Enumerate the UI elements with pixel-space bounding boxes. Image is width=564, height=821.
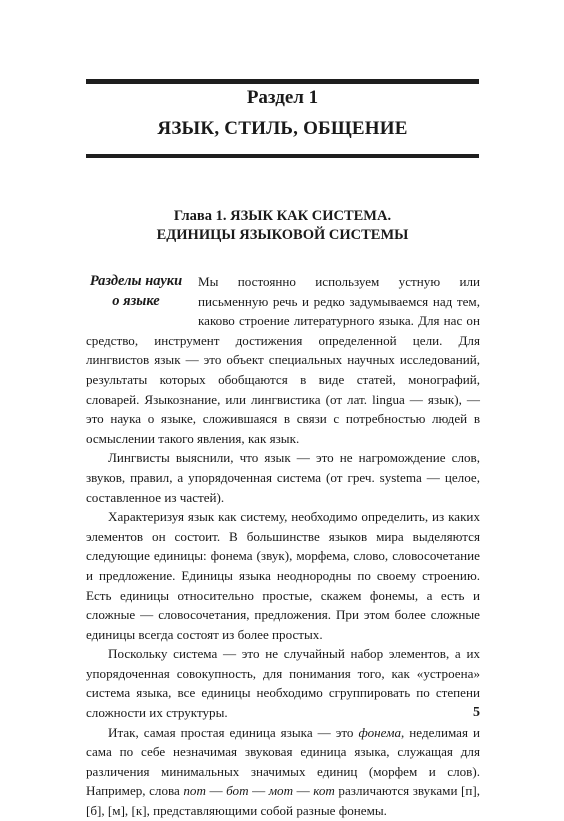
term-phoneme: фонема	[358, 724, 402, 740]
paragraph-1: Мы постоянно используем устную или письменную речь и редко задумываемся над тем, каково строение литературного языка. Для нас он средство, инструмент достижения определенной цели. Для лингвистов язык — это объект специальных научных исследований, результаты которых обобщаются в виде статей, монографий, словарей. Языкознание, или лингвистика (от лат. lingua — язык), — это наука о языке, сложившаяся в связи с потребностью людей в осмыслении такого явления, как язык.	[86, 274, 480, 446]
dash-3: —	[293, 783, 314, 799]
body-text	[86, 272, 480, 821]
page-number: 5	[473, 705, 480, 720]
paragraph-3: Характеризуя язык как систему, необходимо определить, из каких элементов он состоит. В большинстве языков мира выделяются следующие единицы: фонема (звук), морфема, слово, словосочетание и предложение. Единицы языка неоднородны по своему строению. Есть единицы относительно простые, скажем фонемы, а есть и сложные — словосочетания, предложения. При этом более сложные единицы всегда состоят из более простых.	[86, 509, 480, 642]
paragraph-5-part-c: различаются звуками [п], [б], [м], [к], представляющими собой разные фонемы.	[86, 783, 481, 819]
dash-1: —	[205, 783, 227, 799]
dash-2: —	[248, 783, 269, 799]
chapter-title-line-2: ЕДИНИЦЫ ЯЗЫКОВОЙ СИСТЕМЫ	[156, 227, 409, 243]
chapter-title-line-1: Глава 1. ЯЗЫК КАК СИСТЕМА.	[173, 208, 392, 224]
section-subtitle: ЯЗЫК, СТИЛЬ, ОБЩЕНИЕ	[157, 118, 408, 139]
paragraph-2: Лингвисты выяснили, что язык — это не нагромождение слов, звуков, правил, а упорядоченная система (от греч. systema — целое, составленное из частей).	[86, 450, 480, 505]
section-title: Раздел 1	[246, 87, 319, 108]
chapter-title	[86, 207, 479, 245]
side-heading-line-2: о языке	[112, 292, 160, 309]
paragraph-4: Поскольку система — это не случайный набор элементов, а их упорядоченная совокупность, для понимания того, как «устроена» система языка, все единицы необходимо сгруппировать по степени сложности их структуры.	[86, 646, 480, 721]
paragraph-5	[86, 723, 480, 821]
paragraph-5-part-a: Итак, самая простая единица языка — это	[108, 724, 359, 740]
example-word-2: бот	[226, 783, 249, 799]
example-word-1: пот	[183, 783, 206, 799]
bottom-rule	[86, 154, 479, 158]
side-heading-line-1: Разделы науки	[89, 273, 183, 289]
paragraph-5-part-b: , неделимая и сама по себе незначимая звуковая единица языка, служащая для различения минимальных значимых единиц (морфем и слов). Например, слова	[86, 724, 480, 799]
side-heading	[86, 272, 186, 311]
top-rule	[86, 79, 479, 84]
example-word-4: кот	[313, 783, 335, 799]
example-word-3: мот	[268, 783, 294, 799]
